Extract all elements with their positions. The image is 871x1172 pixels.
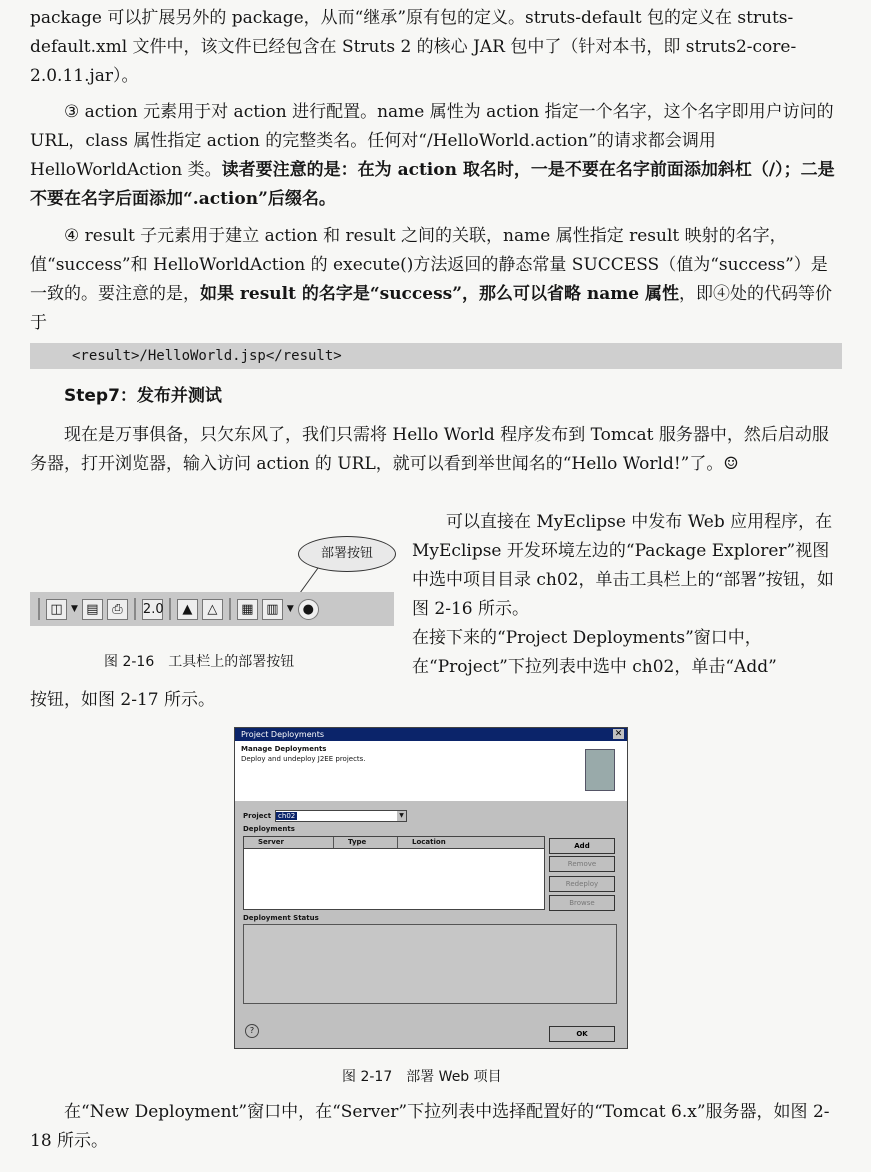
- result-note-bold: 如果 result 的名字是“success”，那么可以省略 name 属性: [200, 284, 680, 304]
- dialog-header: [235, 741, 627, 801]
- column-type[interactable]: Type: [334, 837, 398, 848]
- deployments-table[interactable]: [243, 836, 545, 910]
- project-selected-value: ch02: [278, 812, 296, 820]
- action-warning-bold: 读者要注意的是：在为 action 取名时，一是不要在名字前面添加斜杠（/）；二是不要在名字后面添加“.action”后缀名。: [30, 160, 835, 209]
- save-icon[interactable]: ▤: [82, 599, 103, 620]
- dialog-title: Project Deployments: [241, 730, 325, 739]
- dialog-title-bar: [235, 728, 627, 741]
- figure-caption-2-16: 图 2-16 工具栏上的部署按钮: [104, 654, 295, 670]
- paragraph-add-button: 按钮，如图 2-17 所示。: [30, 690, 215, 710]
- stop-server-icon[interactable]: △: [202, 599, 223, 620]
- chevron-down-icon[interactable]: ▼: [71, 604, 78, 614]
- server-graphic-icon: [585, 749, 615, 791]
- deploy-text: 可以直接在 MyEclipse 中发布 Web 应用程序，在 MyEclipse 开发环境左边的“Package Explorer”视图中选中项目目录 ch02，单击工具栏上的“部署”按钮，如图 2-16 所示。: [412, 512, 834, 619]
- toolbar-separator: [38, 598, 40, 620]
- deploy-text-b: 在接下来的“Project Deployments”窗口中，在“Project”下拉列表中选中 ch02，单击“Add”: [412, 628, 777, 677]
- new-icon[interactable]: ◫: [46, 599, 67, 620]
- deployments-table-header: [244, 837, 544, 849]
- figure-caption-2-17: 图 2-17 部署 Web 项目: [342, 1069, 502, 1085]
- project-row: [243, 810, 407, 822]
- paragraph-new-deployment: 在“New Deployment”窗口中，在“Server”下拉列表中选择配置好的“Tomcat 6.x”服务器，如图 2-18 所示。: [30, 1102, 830, 1151]
- result-text-b: ，即④处的代码等价于: [30, 284, 833, 333]
- toolbar-separator: [169, 598, 171, 620]
- toolbar-separator: [229, 598, 231, 620]
- paragraph-package-extends: package 可以扩展另外的 package，从而“继承”原有包的定义。struts-default 包的定义在 struts-default.xml 文件中，该文件已经包含在 Struts 2 的核心 JAR 包中了（针对本书，即 struts2-core-2.0.11.jar）。: [30, 8, 797, 86]
- server-icon[interactable]: ▥: [262, 599, 283, 620]
- redeploy-button[interactable]: Redeploy: [549, 876, 615, 892]
- project-deployments-dialog: [234, 727, 628, 1049]
- deployment-status-box[interactable]: [243, 924, 617, 1004]
- action-text: ③ action 元素用于对 action 进行配置。name 属性为 action 指定一个名字，这个名字即用户访问的 URL，class 属性指定 action 的完整类名。任何对“/HelloWorld.action”的请求都会调用 HelloWorldAction 类。: [30, 102, 834, 180]
- struts-version-icon[interactable]: 2.0: [142, 599, 163, 620]
- myeclipse-toolbar: [30, 592, 394, 626]
- ok-button[interactable]: OK: [549, 1026, 615, 1042]
- code-snippet: <result>/HelloWorld.jsp</result>: [30, 343, 842, 369]
- add-button[interactable]: Add: [549, 838, 615, 854]
- deployments-label: Deployments: [243, 825, 295, 833]
- print-icon[interactable]: ⎙: [107, 599, 128, 620]
- deployment-status-label: Deployment Status: [243, 914, 319, 922]
- result-text-a: ④ result 子元素用于建立 action 和 result 之间的关联，name 属性指定 result 映射的名字，值“success”和 HelloWorldAction 的 execute()方法返回的静态常量 SUCCESS（值为“success”）是一致的。要注意的是，: [30, 226, 828, 304]
- callout-deploy-button: 部署按钮: [298, 536, 396, 572]
- dialog-header-desc: Deploy and undeploy J2EE projects.: [241, 755, 366, 763]
- remove-button[interactable]: Remove: [549, 856, 615, 872]
- help-icon[interactable]: ?: [245, 1024, 259, 1038]
- close-icon[interactable]: ✕: [614, 729, 623, 739]
- run-server-icon[interactable]: ▲: [177, 599, 198, 620]
- column-location[interactable]: Location: [412, 838, 446, 846]
- column-server[interactable]: Server: [244, 837, 334, 848]
- paragraph-action-element: [30, 98, 842, 214]
- paragraph-myeclipse-deploy: [412, 508, 842, 682]
- browse-button[interactable]: Browse: [549, 895, 615, 911]
- chevron-down-icon[interactable]: ▼: [286, 604, 294, 614]
- paragraph-ready-to-deploy: 现在是万事俱备，只欠东风了，我们只需将 Hello World 程序发布到 Tomcat 服务器中，然后启动服务器，打开浏览器，输入访问 action 的 URL，就可以看到举世闻名的“Hello World!”了。☺: [30, 425, 829, 474]
- paragraph-result-element: [30, 222, 842, 338]
- section-heading-step7: Step7：发布并测试: [64, 386, 222, 406]
- project-label: Project: [243, 812, 272, 820]
- chevron-down-icon[interactable]: ▼: [397, 811, 406, 821]
- browser-icon[interactable]: ●: [298, 599, 319, 620]
- deploy-icon[interactable]: ▦: [237, 599, 258, 620]
- dialog-header-title: Manage Deployments: [241, 745, 327, 753]
- toolbar-separator: [134, 598, 136, 620]
- project-select[interactable]: [275, 810, 407, 822]
